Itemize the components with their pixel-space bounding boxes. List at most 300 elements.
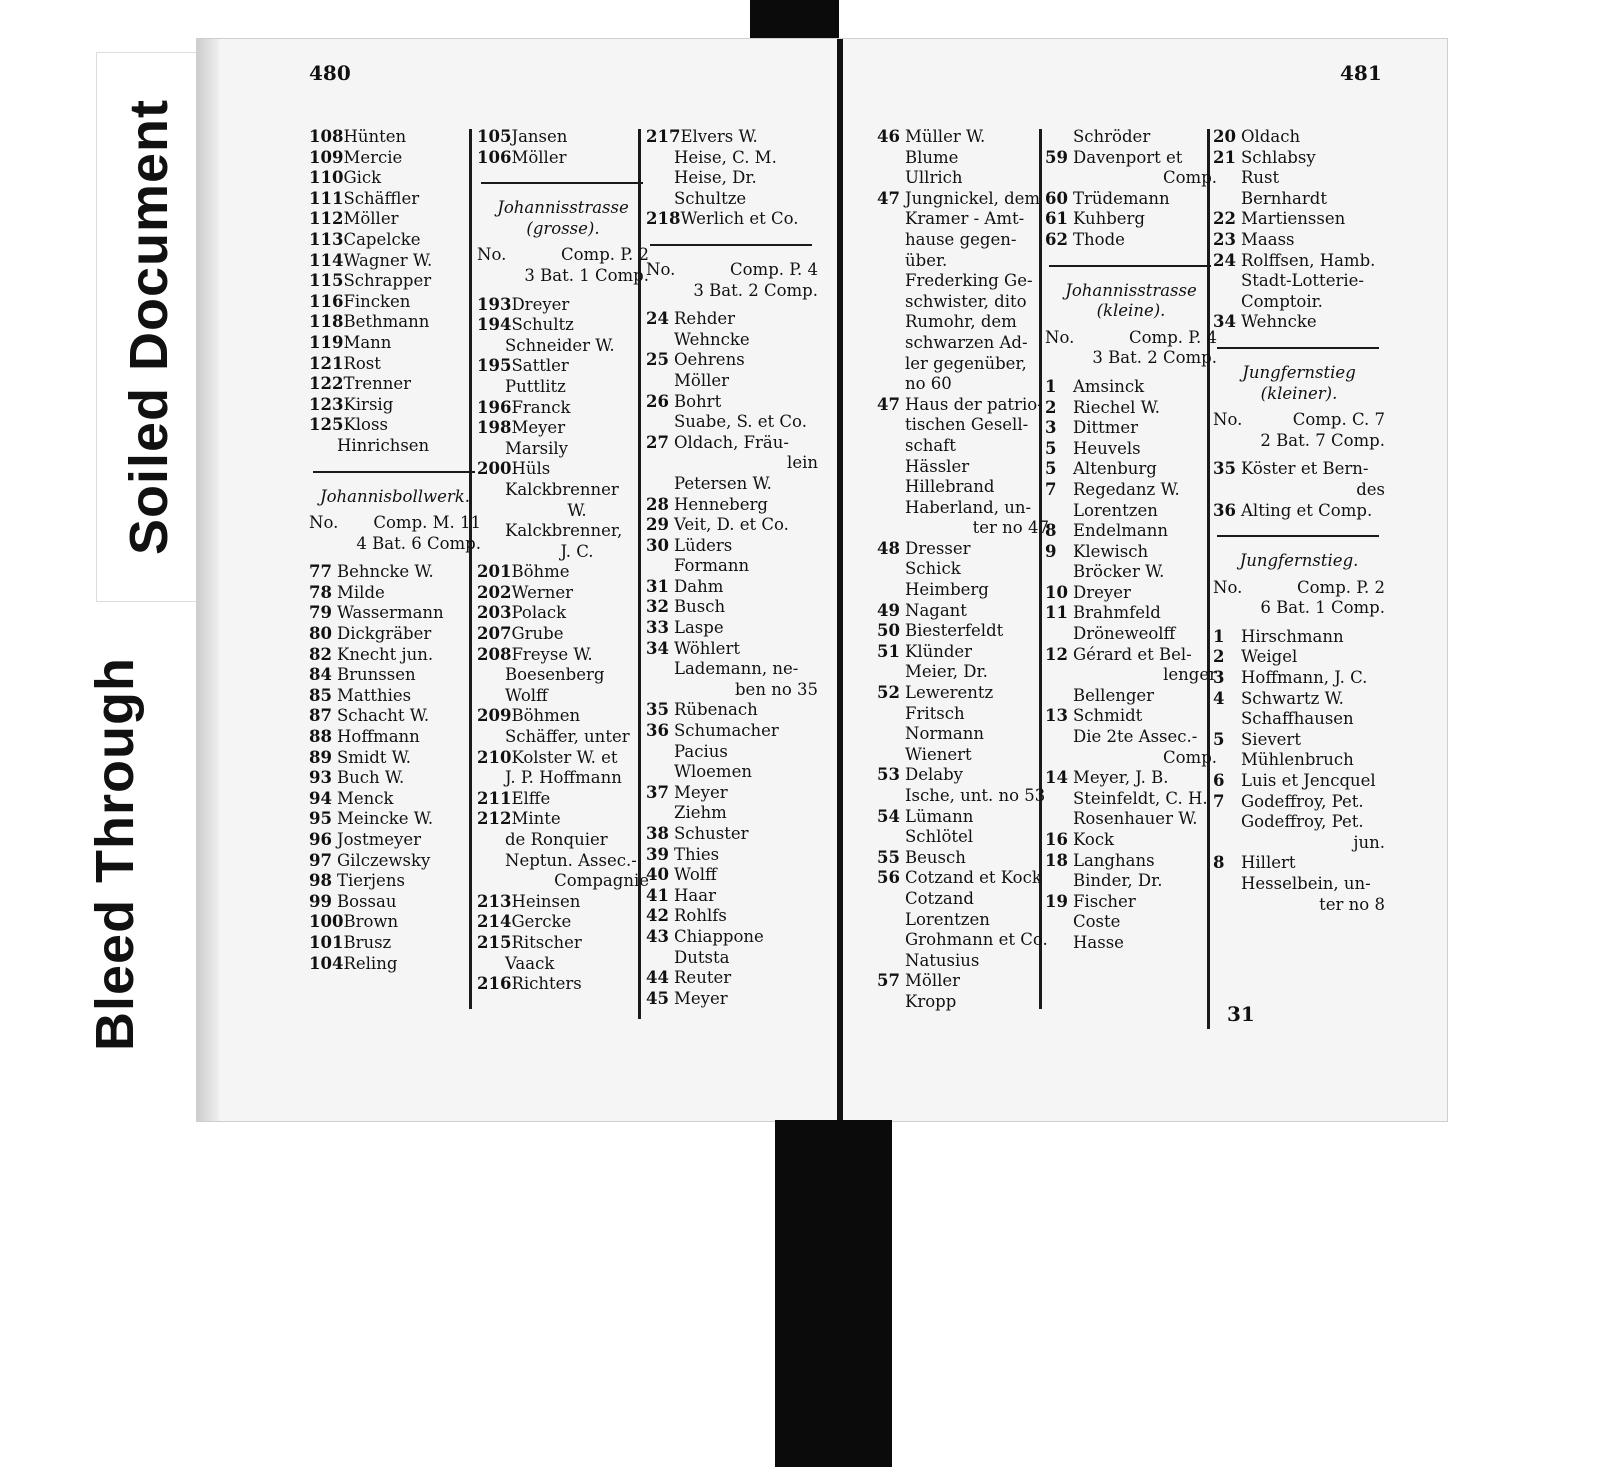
resident-name: Sattler	[511, 356, 569, 376]
resident-name: Schmidt	[1073, 706, 1143, 726]
resident-name: Kock	[1073, 830, 1115, 849]
directory-entry	[877, 539, 1049, 560]
resident-name: Brusz	[343, 932, 392, 952]
signature-mark: 31	[1227, 1002, 1255, 1026]
directory-entry	[674, 474, 818, 495]
resident-name: Gilczewsky	[337, 850, 431, 870]
resident-name: Haar	[674, 885, 716, 905]
house-number: 115	[309, 271, 344, 291]
column-3	[646, 127, 818, 1009]
resident-name: Schumacher	[674, 721, 779, 741]
house-number: 35	[646, 700, 669, 720]
resident-name: Matthies	[337, 685, 412, 705]
resident-name: Schlötel	[905, 827, 974, 847]
resident-name: Lademann, ne-	[674, 659, 799, 679]
house-number: 80	[309, 624, 332, 644]
directory-entry	[1045, 189, 1217, 210]
resident-name: Boesenberg	[505, 665, 605, 685]
resident-name: J. P. Hoffmann	[505, 768, 622, 788]
resident-name: Elffe	[511, 788, 551, 808]
number-label: No.	[477, 245, 507, 265]
resident-name: Frederking Ge-	[905, 271, 1033, 291]
resident-name: Langhans	[1073, 850, 1155, 870]
directory-entry	[646, 392, 818, 413]
directory-entry	[1045, 603, 1217, 624]
resident-name: Gérard et Bel-	[1073, 644, 1192, 664]
directory-entry	[505, 954, 649, 975]
resident-name: Lorentzen	[905, 909, 990, 929]
resident-name: Marsily	[505, 438, 568, 458]
battalion-label: 4 Bat. 6 Comp.	[356, 533, 481, 553]
house-number: 101	[309, 932, 344, 952]
resident-name: Neptun. Assec.-	[505, 850, 637, 870]
directory-entry	[1045, 439, 1217, 460]
resident-name: Minte	[511, 809, 561, 829]
resident-name: Godeffroy, Pet.	[1241, 812, 1364, 832]
directory-entry	[505, 336, 649, 357]
directory-entry	[309, 230, 481, 251]
directory-entry	[1213, 312, 1385, 333]
section-rule	[313, 471, 475, 473]
resident-name: Wagner W.	[343, 250, 433, 270]
directory-entry	[1073, 727, 1217, 748]
house-number: 114	[309, 250, 344, 270]
directory-entry	[309, 189, 481, 210]
house-number: 50	[877, 621, 900, 641]
directory-entry	[309, 748, 481, 769]
directory-entry	[646, 209, 818, 230]
resident-name: Petersen W.	[674, 473, 772, 493]
resident-name: Schlabsy	[1241, 147, 1316, 167]
house-number: 193	[477, 294, 512, 314]
directory-entry	[505, 377, 649, 398]
directory-entry	[674, 659, 818, 680]
directory-entry	[905, 724, 1049, 745]
house-number: 57	[877, 971, 900, 991]
house-number: 215	[477, 932, 512, 952]
directory-entry	[477, 645, 649, 666]
house-number: 201	[477, 562, 512, 582]
battalion-label: 2 Bat. 7 Comp.	[1260, 430, 1385, 450]
directory-entry	[646, 927, 818, 948]
resident-name: Comp.	[1162, 168, 1217, 188]
directory-entry	[877, 683, 1049, 704]
resident-name: Rumohr, dem	[905, 312, 1017, 332]
resident-name: Formann	[674, 556, 750, 576]
house-number: 88	[309, 727, 332, 747]
resident-name: Henneberg	[674, 494, 768, 514]
directory-entry	[646, 845, 818, 866]
directory-entry	[905, 230, 1049, 251]
directory-entry	[1073, 127, 1217, 148]
directory-entry	[477, 562, 649, 583]
house-number: 79	[309, 603, 332, 623]
house-number: 8	[1213, 853, 1225, 873]
directory-entry	[905, 436, 1049, 457]
directory-entry	[477, 892, 649, 913]
house-number: 3	[1213, 668, 1225, 688]
resident-name: Bossau	[337, 891, 397, 911]
directory-entry	[309, 912, 481, 933]
directory-entry	[505, 521, 649, 542]
directory-entry	[905, 168, 1049, 189]
house-number: 24	[646, 309, 669, 329]
house-number: 34	[1213, 312, 1236, 332]
resident-name: Oehrens	[674, 350, 745, 370]
directory-entry	[1073, 748, 1217, 769]
resident-name: Rolffsen, Hamb.	[1241, 250, 1376, 270]
directory-entry	[1213, 230, 1385, 251]
resident-name: Rehder	[674, 309, 736, 329]
battalion-label: 6 Bat. 1 Comp.	[1260, 598, 1385, 618]
directory-entry	[905, 910, 1049, 931]
directory-entry	[1241, 812, 1385, 833]
house-number: 200	[477, 459, 512, 479]
directory-entry	[477, 974, 649, 995]
directory-entry	[646, 700, 818, 721]
resident-name: Buch W.	[337, 768, 405, 788]
soiled-document-label	[96, 52, 202, 602]
directory-entry	[309, 354, 481, 375]
house-number: 110	[309, 168, 344, 188]
resident-name: Pacius	[674, 741, 728, 761]
house-number: 218	[646, 209, 681, 229]
resident-name: Cotzand	[905, 888, 974, 908]
resident-name: Jansen	[511, 127, 568, 146]
resident-name: Heinsen	[511, 891, 581, 911]
resident-name: Fischer	[1073, 891, 1136, 911]
resident-name: Meier, Dr.	[905, 662, 988, 682]
directory-entry	[905, 992, 1049, 1013]
resident-name: Riechel W.	[1073, 397, 1160, 417]
resident-name: Mann	[343, 332, 392, 352]
resident-name: Kuhberg	[1073, 209, 1145, 229]
directory-entry	[309, 333, 481, 354]
directory-entry	[905, 374, 1049, 395]
resident-name: Werlich et Co.	[680, 209, 799, 229]
directory-entry	[646, 783, 818, 804]
house-number: 18	[1045, 850, 1068, 870]
resident-name: Wehncke	[674, 329, 750, 349]
company-row	[1213, 578, 1385, 599]
directory-entry	[309, 395, 481, 416]
directory-entry	[505, 768, 649, 789]
battalion-label: 3 Bat. 2 Comp.	[693, 280, 818, 300]
battalion-label: 3 Bat. 2 Comp.	[1092, 348, 1217, 368]
resident-name: Möller	[343, 209, 399, 229]
directory-entry	[1213, 148, 1385, 169]
house-number: 84	[309, 665, 332, 685]
house-number: 27	[646, 432, 669, 452]
resident-name: Rohlfs	[674, 906, 727, 926]
resident-name: Wloemen	[674, 762, 752, 782]
house-number: 209	[477, 706, 512, 726]
house-number: 105	[477, 127, 512, 146]
resident-name: Coste	[1073, 912, 1121, 932]
resident-name: Dutsta	[674, 947, 730, 967]
directory-entry	[1213, 627, 1385, 648]
directory-entry	[1241, 709, 1385, 730]
house-number: 53	[877, 765, 900, 785]
house-number: 97	[309, 850, 332, 870]
resident-name: Behncke W.	[337, 562, 434, 582]
directory-entry	[905, 312, 1049, 333]
resident-name: Brunssen	[337, 665, 416, 685]
resident-name: Bröcker W.	[1073, 562, 1165, 582]
directory-entry	[1073, 665, 1217, 686]
directory-entry	[1073, 912, 1217, 933]
directory-entry	[877, 395, 1049, 416]
company-label: Comp. P. 2	[1296, 577, 1385, 597]
house-number: 12	[1045, 644, 1068, 664]
resident-name: Lümann	[905, 806, 974, 826]
resident-name: ben no 35	[735, 679, 818, 699]
house-number: 30	[646, 535, 669, 555]
directory-entry	[477, 583, 649, 604]
house-number: 89	[309, 747, 332, 767]
company-label: Comp. P. 4	[729, 259, 818, 279]
house-number: 42	[646, 906, 669, 926]
house-number: 113	[309, 229, 344, 249]
resident-name: Hasse	[1073, 932, 1124, 952]
resident-name: Luis et Jencquel	[1241, 771, 1376, 791]
house-number: 54	[877, 806, 900, 826]
resident-name: Franck	[511, 397, 571, 417]
resident-name: Böhme	[511, 562, 570, 582]
directory-entry	[1045, 209, 1217, 230]
section-rule	[1217, 535, 1379, 537]
number-label: No.	[1213, 410, 1243, 430]
directory-entry	[674, 742, 818, 763]
resident-name: Nagant	[905, 600, 967, 620]
resident-name: Reuter	[674, 968, 732, 988]
resident-name: lenger	[1163, 665, 1217, 685]
resident-name: Busch	[674, 597, 726, 617]
directory-entry	[477, 127, 649, 148]
house-number: 36	[1213, 500, 1236, 520]
directory-entry	[877, 621, 1049, 642]
resident-name: Normann	[905, 724, 984, 744]
directory-entry	[1213, 251, 1385, 272]
directory-entry	[309, 686, 481, 707]
house-number: 47	[877, 394, 900, 414]
resident-name: Köster et Bern-	[1241, 459, 1369, 479]
house-number: 24	[1213, 250, 1236, 270]
house-number: 59	[1045, 147, 1068, 167]
directory-entry	[905, 415, 1049, 436]
company-row	[1213, 410, 1385, 431]
resident-name: Kropp	[905, 991, 957, 1011]
directory-entry	[477, 418, 649, 439]
directory-entry	[646, 127, 818, 148]
resident-name: Kramer - Amt-	[905, 209, 1025, 229]
section-rule	[481, 182, 643, 184]
directory-entry	[477, 789, 649, 810]
resident-name: Oldach	[1241, 127, 1301, 146]
resident-name: Compagnie	[554, 871, 649, 891]
resident-name: Bellenger	[1073, 685, 1155, 705]
house-number: 207	[477, 624, 512, 644]
resident-name: Thies	[674, 844, 720, 864]
house-number: 44	[646, 968, 669, 988]
directory-entry	[1241, 480, 1385, 501]
directory-entry	[505, 542, 649, 563]
resident-name: Heuvels	[1073, 438, 1141, 458]
house-number: 43	[646, 926, 669, 946]
directory-entry	[1045, 706, 1217, 727]
resident-name: Hesselbein, un-	[1241, 874, 1371, 893]
directory-entry	[309, 148, 481, 169]
directory-entry	[674, 412, 818, 433]
house-number: 99	[309, 891, 332, 911]
directory-entry	[646, 515, 818, 536]
resident-name: Wehncke	[1241, 312, 1317, 332]
resident-name: Schacht W.	[337, 706, 430, 726]
column-5	[1045, 127, 1217, 954]
resident-name: Schaffhausen	[1241, 709, 1354, 729]
directory-entry	[505, 830, 649, 851]
resident-name: Meyer	[674, 988, 728, 1008]
resident-name: Endelmann	[1073, 521, 1169, 541]
directory-entry	[1241, 895, 1385, 916]
house-number: 1	[1213, 626, 1225, 646]
house-number: 123	[309, 394, 344, 414]
resident-name: Hoffmann	[337, 727, 420, 747]
resident-name: Reling	[343, 953, 398, 973]
resident-name: Binder, Dr.	[1073, 871, 1163, 891]
resident-name: Puttlitz	[505, 376, 566, 396]
company-label: Comp. P. 4	[1128, 327, 1217, 347]
resident-name: Menck	[337, 788, 394, 808]
resident-name: Wassermann	[337, 603, 444, 623]
directory-entry	[1073, 562, 1217, 583]
directory-entry	[309, 789, 481, 810]
house-number: 25	[646, 350, 669, 370]
directory-entry	[646, 865, 818, 886]
house-number: 208	[477, 644, 512, 664]
resident-name: Hillebrand	[905, 477, 995, 497]
house-number: 96	[309, 830, 332, 849]
house-number: 213	[477, 891, 512, 911]
directory-entry	[309, 312, 481, 333]
resident-name: Dittmer	[1073, 418, 1139, 438]
house-number: 36	[646, 721, 669, 741]
house-number: 87	[309, 706, 332, 726]
directory-entry	[1213, 853, 1385, 874]
resident-name: Comp.	[1162, 747, 1217, 767]
resident-name: Wolff	[674, 865, 717, 885]
resident-name: Lewerentz	[905, 683, 994, 703]
directory-entry	[905, 662, 1049, 683]
resident-name: Dresser	[905, 538, 971, 558]
house-number: 32	[646, 597, 669, 617]
house-number: 196	[477, 397, 512, 417]
resident-name: J. C.	[560, 541, 594, 561]
resident-name: Wolff	[505, 685, 548, 705]
directory-entry	[309, 292, 481, 313]
house-number: 122	[309, 374, 344, 394]
directory-entry	[1045, 645, 1217, 666]
resident-name: schaft	[905, 435, 956, 455]
resident-name: Hüls	[511, 459, 551, 479]
house-number: 7	[1045, 479, 1057, 499]
resident-name: Lüders	[674, 535, 733, 555]
directory-entry	[674, 330, 818, 351]
directory-entry	[477, 809, 649, 830]
directory-entry	[309, 415, 481, 436]
house-number: 100	[309, 912, 344, 932]
resident-name: Dreyer	[1073, 582, 1131, 602]
directory-entry	[309, 251, 481, 272]
resident-name: Stadt-Lotterie-	[1241, 271, 1364, 291]
directory-entry	[309, 562, 481, 583]
directory-entry	[1073, 624, 1217, 645]
resident-name: schwister, dito	[905, 291, 1027, 311]
directory-entry	[877, 868, 1049, 889]
house-number: 39	[646, 844, 669, 864]
house-number: 95	[309, 809, 332, 829]
directory-entry	[674, 189, 818, 210]
number-label: No.	[1213, 577, 1243, 597]
resident-name: Kloss	[343, 415, 388, 435]
directory-entry	[309, 851, 481, 872]
column-6	[1213, 127, 1385, 915]
directory-entry	[1045, 377, 1217, 398]
directory-entry	[877, 189, 1049, 210]
resident-name: Veit, D. et Co.	[674, 515, 789, 535]
resident-name: Capelcke	[343, 229, 421, 249]
battalion-label: 3 Bat. 1 Comp.	[524, 265, 649, 285]
directory-entry	[477, 603, 649, 624]
resident-name: Laspe	[674, 618, 724, 638]
resident-name: Ziehm	[674, 803, 727, 823]
resident-name: Gercke	[511, 912, 572, 932]
resident-name: Trenner	[343, 374, 412, 394]
resident-name: Alting et Comp.	[1241, 500, 1373, 520]
resident-name: Schneider W.	[505, 335, 615, 355]
resident-name: Fritsch	[905, 703, 965, 723]
resident-name: Polack	[511, 603, 567, 623]
directory-entry	[1213, 730, 1385, 751]
company-label: Comp. P. 2	[560, 245, 649, 265]
house-number: 33	[646, 618, 669, 638]
bottom-black-bar	[775, 1120, 892, 1467]
resident-name: Sievert	[1241, 729, 1301, 749]
directory-entry	[1045, 768, 1217, 789]
directory-entry	[1073, 789, 1217, 810]
directory-entry	[309, 127, 481, 148]
section-rule	[1049, 265, 1211, 267]
directory-entry	[1045, 892, 1217, 913]
page-number-right: 481	[1340, 61, 1382, 85]
house-number: 77	[309, 562, 332, 582]
resident-name: über.	[905, 250, 948, 270]
resident-name: Blume	[905, 147, 959, 167]
directory-entry	[674, 453, 818, 474]
street-heading: Johannisstrasse	[497, 198, 629, 218]
directory-entry	[1213, 501, 1385, 522]
resident-name: Müller W.	[905, 127, 986, 146]
house-number: 98	[309, 871, 332, 891]
directory-entry	[505, 665, 649, 686]
company-row	[309, 513, 481, 534]
book-spread	[196, 38, 1448, 1122]
resident-name: Schultze	[674, 188, 747, 208]
directory-entry	[309, 168, 481, 189]
directory-entry	[477, 356, 649, 377]
house-number: 62	[1045, 229, 1068, 249]
resident-name: Rust	[1241, 168, 1280, 188]
